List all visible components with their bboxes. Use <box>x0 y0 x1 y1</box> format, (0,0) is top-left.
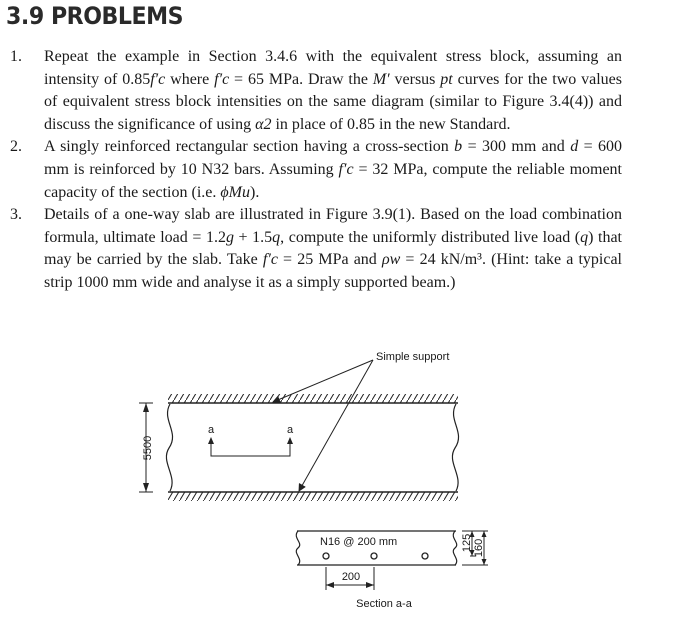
bottom-support-hatch <box>168 492 458 501</box>
math-symbol: g <box>225 228 234 246</box>
section-mark-right: a <box>286 424 294 436</box>
text-run: ). <box>249 183 260 201</box>
math-symbol: f′c <box>338 160 354 178</box>
math-symbol: M′ <box>372 70 390 88</box>
slab-left-break-line <box>166 404 172 491</box>
math-symbol: q <box>580 228 589 246</box>
support-label: Simple support <box>376 351 450 363</box>
text-run: where <box>165 70 215 88</box>
text-run: = 24 kN/m³. (Hint: take a typical strip 1000 mm wide and analyse it as a simply supported beam.) <box>44 251 622 291</box>
spacing-dimension-label: 200 <box>341 571 361 583</box>
top-support-hatch <box>168 394 458 403</box>
slab-right-break-line <box>452 404 458 491</box>
support-leaders <box>273 351 449 491</box>
text-run: = 65 MPa. Draw the <box>229 70 373 88</box>
span-dimension <box>139 403 154 492</box>
spacing-dimension <box>326 567 374 590</box>
math-symbol: b <box>454 138 463 156</box>
span-dimension-label: 5500 <box>142 435 154 461</box>
problem-number: 1. <box>10 48 22 65</box>
section-caption: Section a-a <box>356 598 412 610</box>
text-run: ) that may be carried by the slab. Take <box>44 228 623 269</box>
text-run: = 600 mm is reinforced by 10 N32 bars. Assuming <box>44 138 623 178</box>
cover-dimension-label: 125 <box>461 533 473 553</box>
math-symbol: ρw <box>381 251 401 269</box>
math-symbol: f′c <box>262 251 278 269</box>
math-symbol: f′c <box>150 70 166 88</box>
math-symbol: ϕMu <box>220 183 250 201</box>
text-run: Repeat the example in Section 3.4.6 with the equivalent stress block, assuming an intensity of 0.85 <box>44 48 622 88</box>
problem-number: 2. <box>10 138 22 156</box>
rebar-bar <box>422 553 428 559</box>
text-run: = 300 mm and <box>462 138 571 156</box>
depth-dimension-label: 160 <box>473 538 485 558</box>
rebar-bar <box>323 553 329 559</box>
section-heading: 3.9 PROBLEMS <box>6 2 184 30</box>
math-symbol: f′c <box>214 70 230 88</box>
math-symbol: pt <box>440 70 453 88</box>
text-run: + 1.5 <box>233 228 273 246</box>
section-mark-left: a <box>207 424 215 436</box>
rebar-bar <box>371 553 377 559</box>
math-symbol: q <box>272 228 281 246</box>
text-run: in place of 0.85 in the new Standard. <box>271 115 511 133</box>
text-run: Details of a one-way slab are illustrated in Figure 3.9(1). Based on the load combination formula, ultimate load = 1.2 <box>44 206 622 246</box>
text-run: = 25 MPa and <box>277 251 382 269</box>
text-run: A singly reinforced rectangular section having a cross-section <box>44 138 455 156</box>
text-run: , compute the uniformly distributed live load ( <box>280 228 581 246</box>
math-symbol: d <box>570 138 579 156</box>
rebar-label: N16 @ 200 mm <box>320 536 398 548</box>
cross-section <box>296 531 456 565</box>
text-run: versus <box>389 70 441 88</box>
math-symbol: α2 <box>255 115 272 133</box>
text-run: curves for the two values of equivalent stress block intensities on the same diagram (similar to Figure 3.4(4)) and discuss the significance of using <box>44 70 623 133</box>
depth-dimensions <box>461 531 488 565</box>
text-run: = 32 MPa, compute the reliable moment capacity of the section (i.e. <box>44 160 622 201</box>
problem-number: 3. <box>10 206 22 224</box>
section-cut-marker <box>208 424 294 456</box>
